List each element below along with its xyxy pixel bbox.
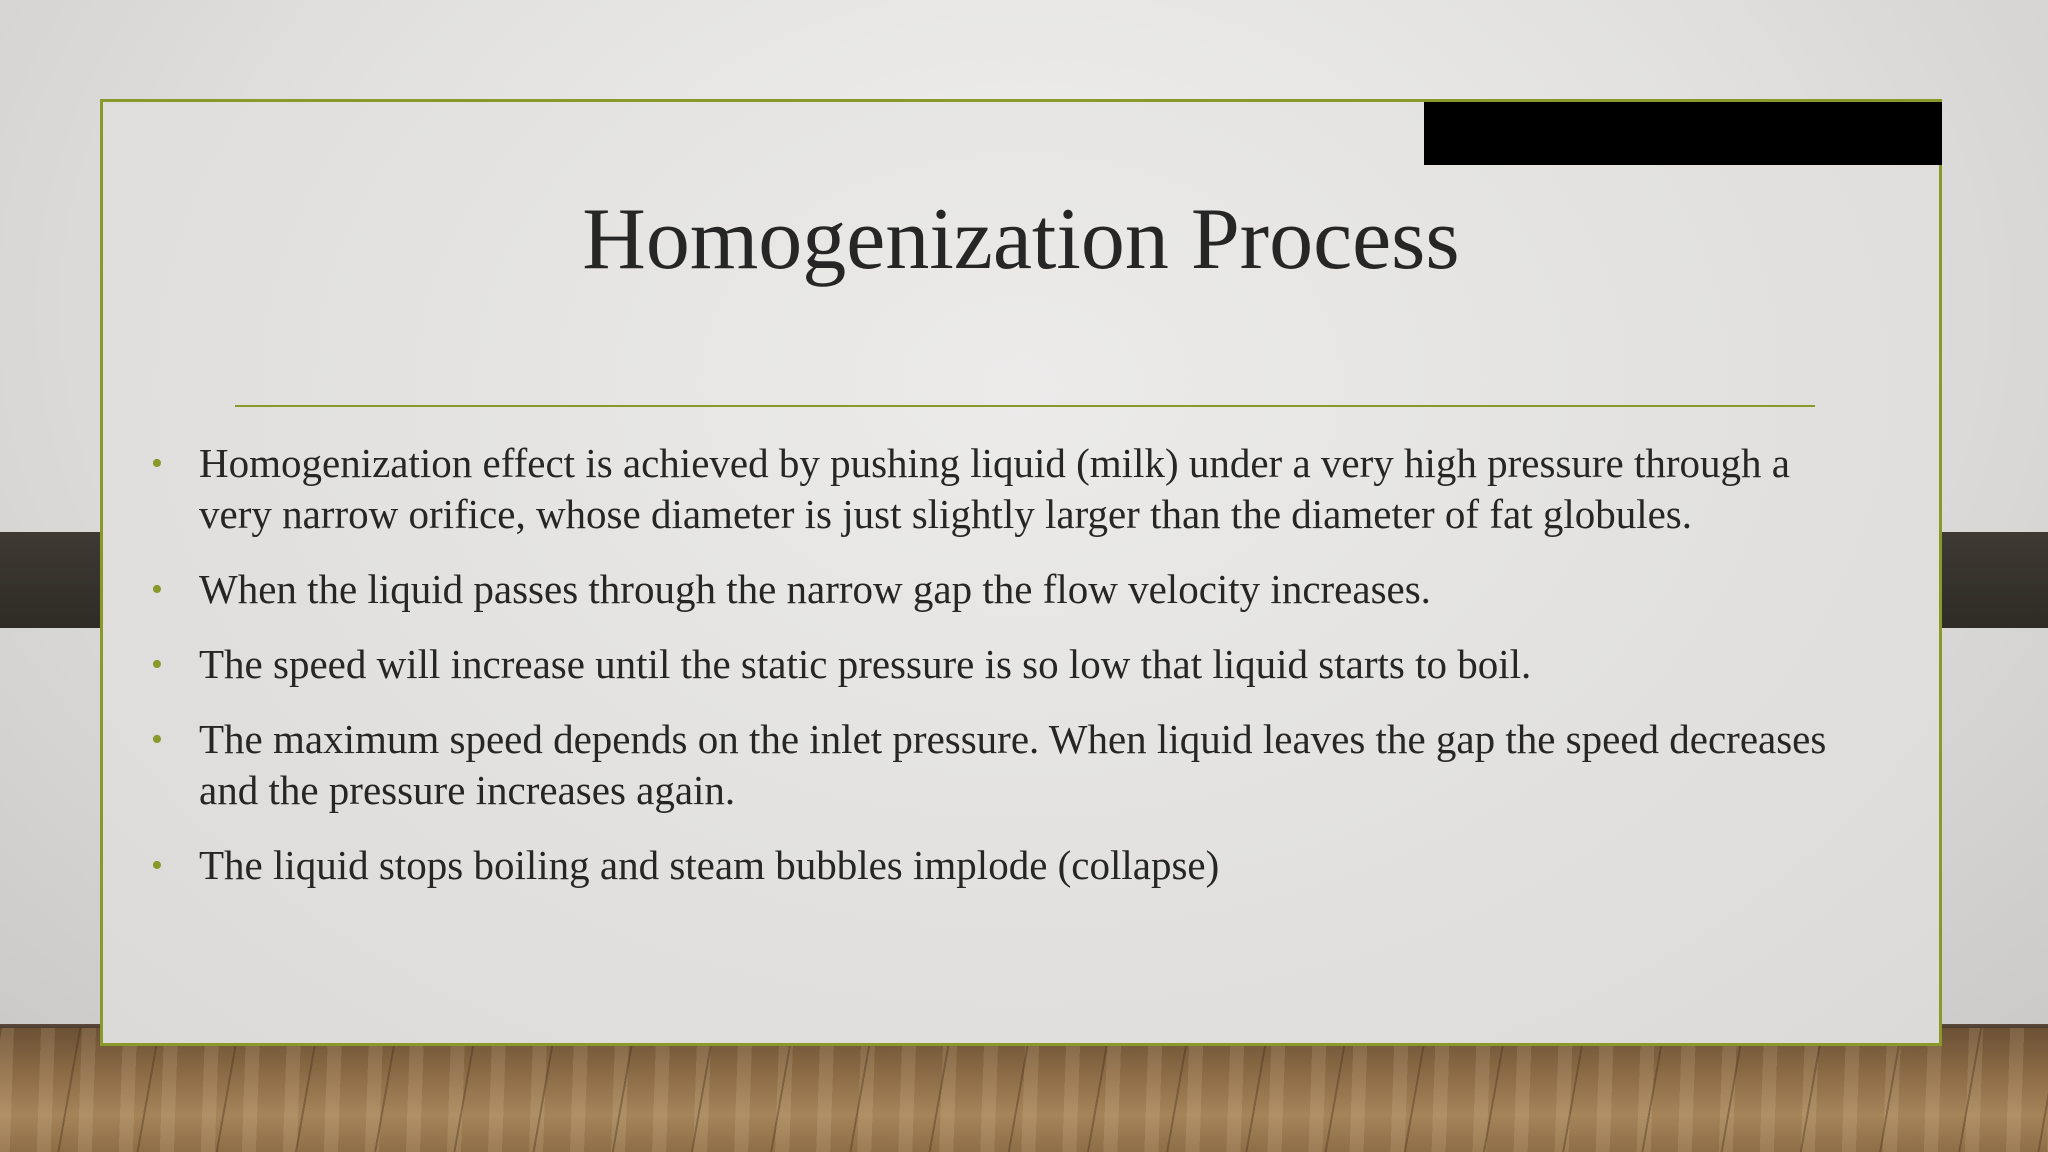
bullet-item xyxy=(148,714,1868,816)
bullet-item xyxy=(148,438,1868,540)
bullet-text: The maximum speed depends on the inlet pressure. When liquid leaves the gap the speed decreases and the pressure increases again. xyxy=(199,716,1827,813)
bullet-item xyxy=(148,564,1868,615)
bullet-text: The speed will increase until the static pressure is so low that liquid starts to boil. xyxy=(199,641,1532,687)
bullet-icon: • xyxy=(151,847,163,884)
bullet-icon: • xyxy=(151,721,163,758)
bullet-list xyxy=(148,438,1868,915)
bullet-text: Homogenization effect is achieved by pushing liquid (milk) under a very high pressure through a very narrow orifice, whose diameter is just slightly larger than the diameter of fat globules. xyxy=(199,440,1790,537)
slide-title: Homogenization Process xyxy=(582,191,1460,288)
bullet-item xyxy=(148,840,1868,891)
title-divider xyxy=(235,405,1815,407)
bullet-icon: • xyxy=(151,646,163,683)
bullet-item xyxy=(148,639,1868,690)
wood-floor xyxy=(0,1028,2048,1152)
bullet-text: When the liquid passes through the narrow gap the flow velocity increases. xyxy=(199,566,1431,612)
bullet-text: The liquid stops boiling and steam bubbles implode (collapse) xyxy=(199,842,1220,888)
bullet-icon: • xyxy=(151,445,163,482)
bullet-icon: • xyxy=(151,571,163,608)
redaction-block xyxy=(1424,102,1942,165)
